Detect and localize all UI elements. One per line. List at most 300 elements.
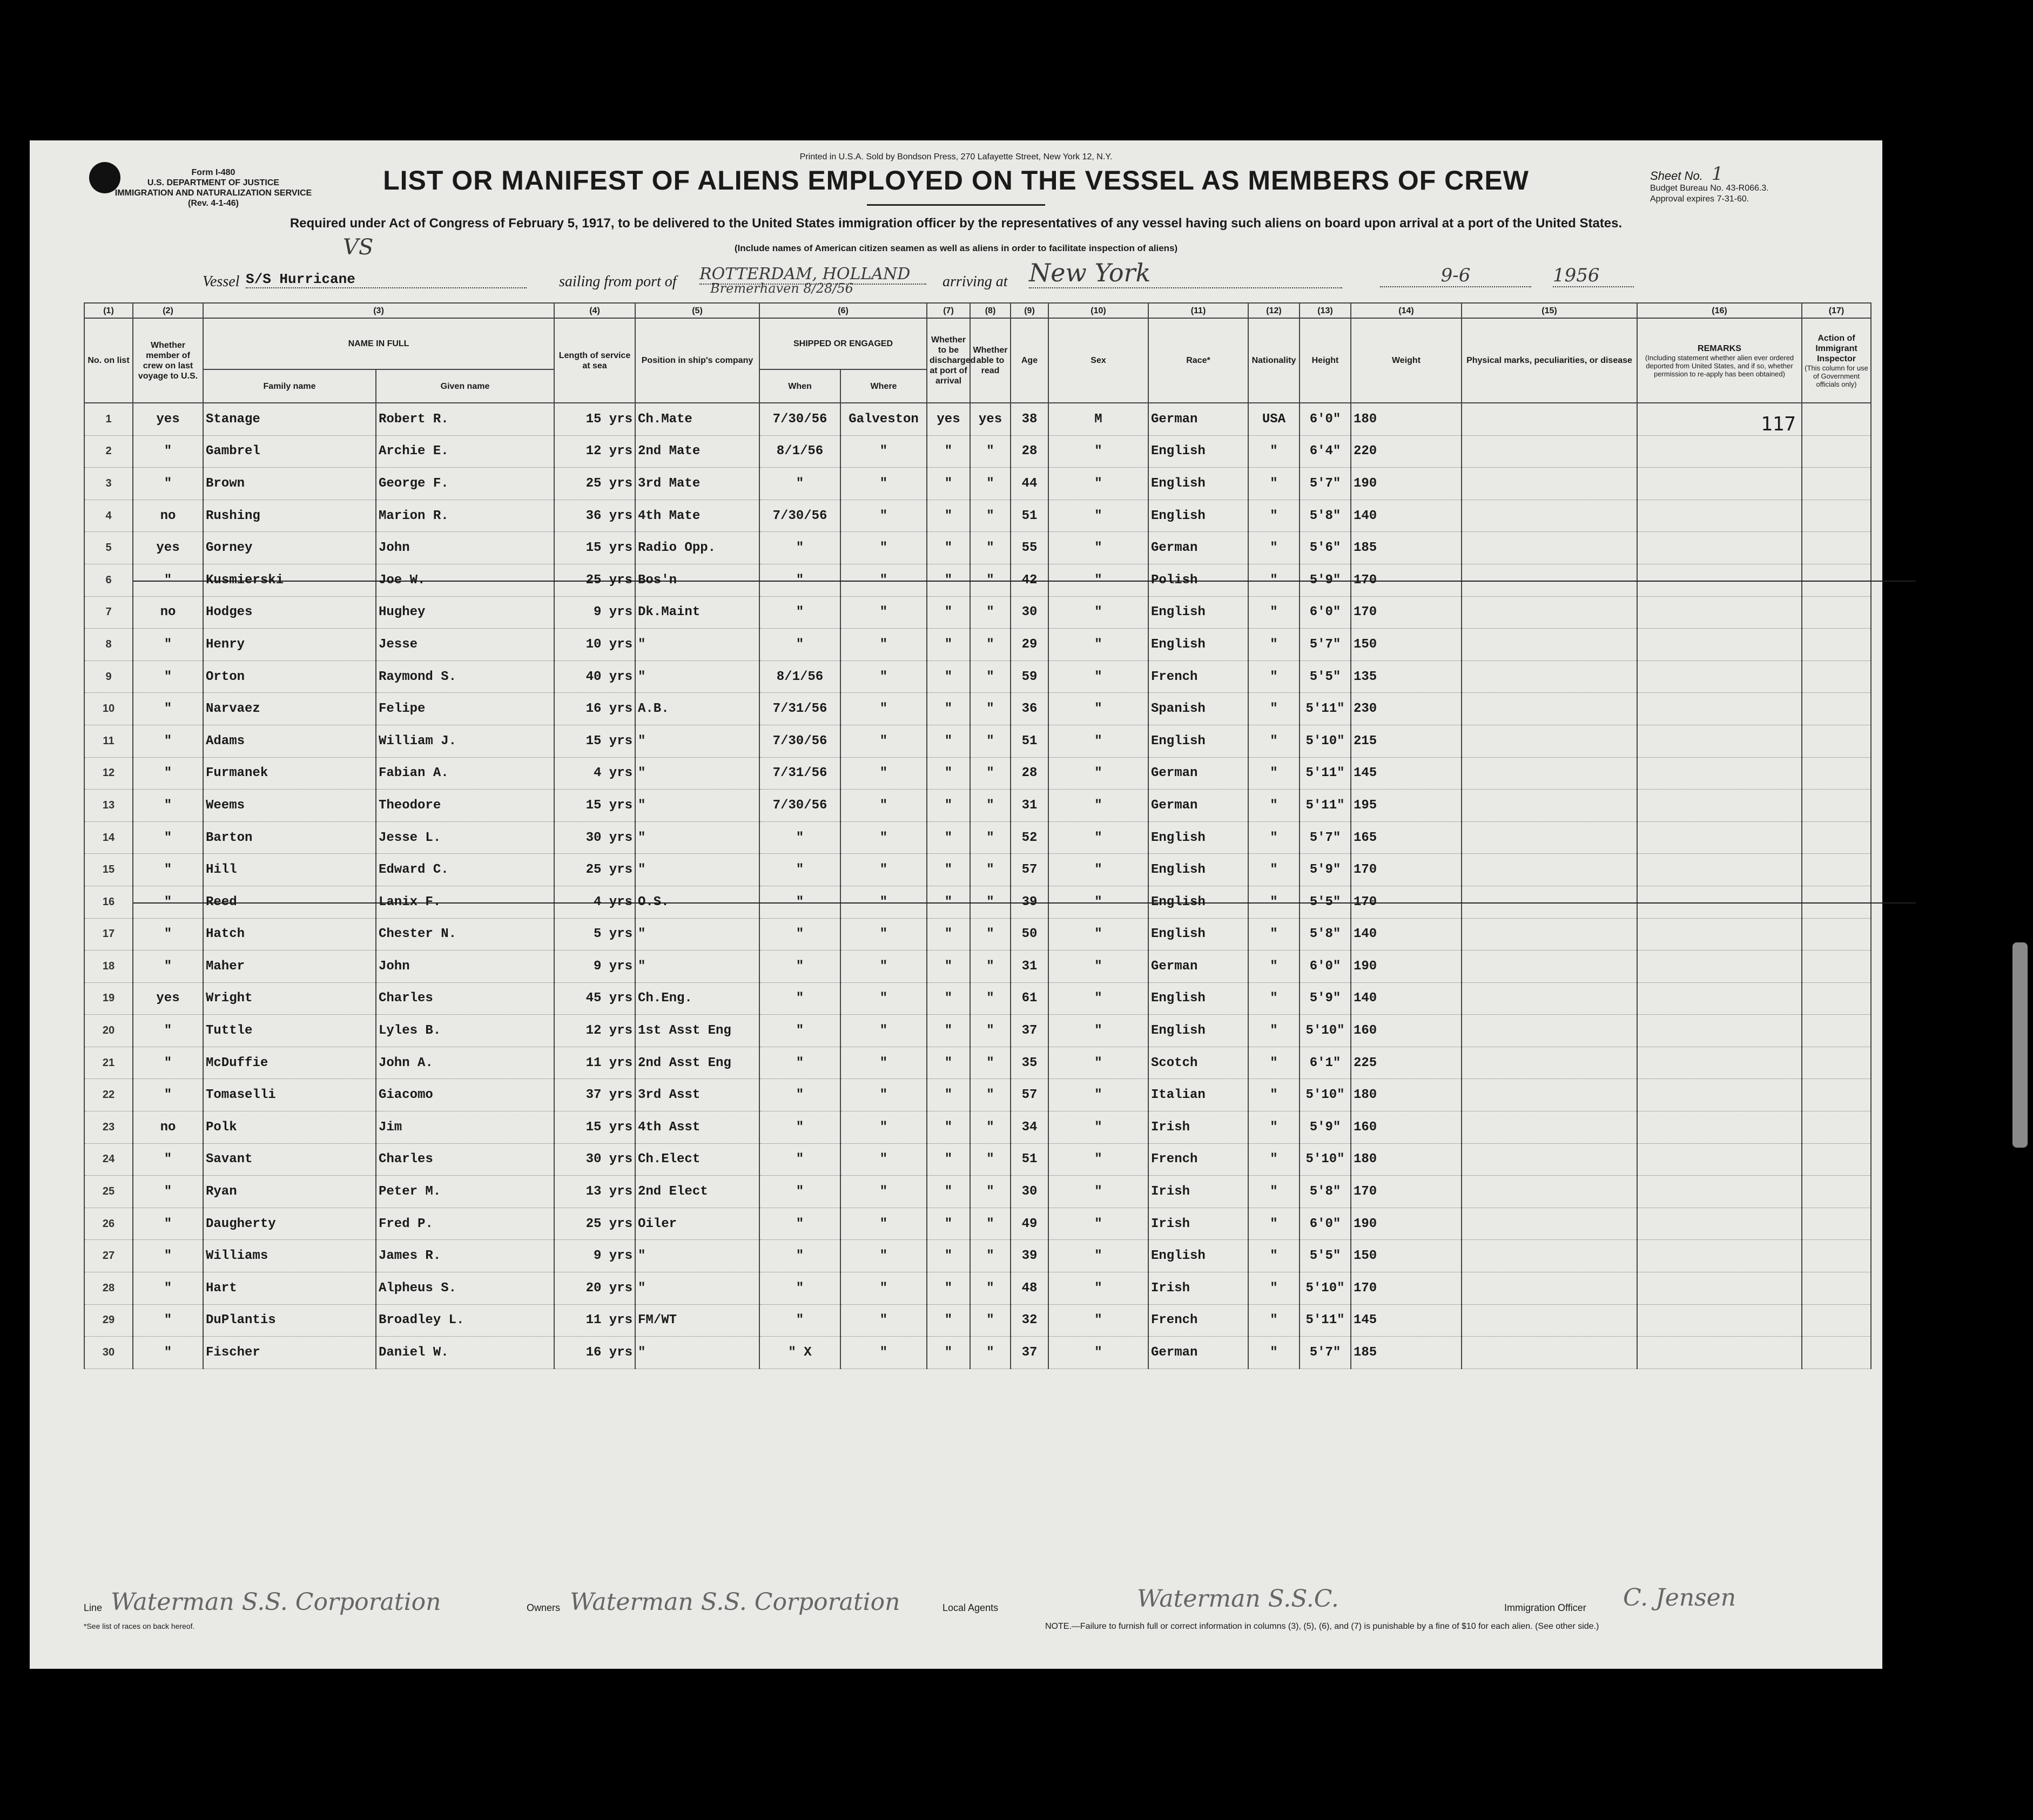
cell-given-name: Archie E. <box>376 435 554 468</box>
cell-able-to-read: " <box>970 1143 1011 1176</box>
cell-age: 34 <box>1011 1111 1048 1144</box>
cell-height: 6'0" <box>1300 596 1351 629</box>
cell-race: German <box>1148 403 1248 435</box>
cell-weight: 180 <box>1351 403 1462 435</box>
cell-remarks <box>1637 886 1802 918</box>
cell-sex: " <box>1048 660 1148 693</box>
cell-sex: " <box>1048 1272 1148 1305</box>
cell-race: German <box>1148 790 1248 822</box>
cell-able-to-read: " <box>970 725 1011 757</box>
cell-given-name: George F. <box>376 468 554 500</box>
races-note: *See list of races on back hereof. <box>84 1622 195 1630</box>
cell-race: English <box>1148 435 1248 468</box>
cell-race: English <box>1148 596 1248 629</box>
cell-remarks <box>1637 435 1802 468</box>
cell-sex: " <box>1048 725 1148 757</box>
cell-family-name: Maher <box>203 951 376 983</box>
cell-service-length: 15 yrs <box>554 1111 635 1144</box>
cell-race: English <box>1148 1240 1248 1272</box>
cell-able-to-read: " <box>970 596 1011 629</box>
cell-nationality: " <box>1248 821 1300 854</box>
cell-nationality: " <box>1248 982 1300 1015</box>
cell-family-name: Gorney <box>203 532 376 564</box>
cell-able-to-read: " <box>970 1111 1011 1144</box>
cell-given-name: Fred P. <box>376 1208 554 1240</box>
cell-shipped-when: " <box>759 564 840 596</box>
cell-physical-marks <box>1462 693 1637 725</box>
cell-inspector-action <box>1802 1304 1871 1337</box>
table-row <box>84 951 1871 983</box>
cell-prev-voyage: " <box>133 435 203 468</box>
cell-race: Polish <box>1148 564 1248 596</box>
cell-sex: M <box>1048 403 1148 435</box>
cell-age: 39 <box>1011 886 1048 918</box>
cell-prev-voyage: " <box>133 918 203 951</box>
cell-nationality: " <box>1248 532 1300 564</box>
cell-race: English <box>1148 629 1248 661</box>
table-row <box>84 1143 1871 1176</box>
cell-race: English <box>1148 854 1248 886</box>
title-rule <box>867 204 1045 206</box>
sheet-number-block: Sheet No. 1 Budget Bureau No. 43-R066.3. Approval expires 7-31-60. <box>1650 163 1769 204</box>
cell-sex: " <box>1048 1240 1148 1272</box>
cell-given-name: John <box>376 951 554 983</box>
cell-weight: 230 <box>1351 693 1462 725</box>
cell-given-name: John A. <box>376 1047 554 1079</box>
cell-sex: " <box>1048 1304 1148 1337</box>
cell-remarks <box>1637 757 1802 790</box>
cell-inspector-action <box>1802 500 1871 532</box>
cell-able-to-read: " <box>970 500 1011 532</box>
cell-physical-marks <box>1462 790 1637 822</box>
cell-weight: 160 <box>1351 1015 1462 1047</box>
table-row <box>84 1272 1871 1305</box>
cell-physical-marks <box>1462 1240 1637 1272</box>
cell-remarks <box>1637 1143 1802 1176</box>
cell-service-length: 10 yrs <box>554 629 635 661</box>
cell-sex: " <box>1048 532 1148 564</box>
cell-row-number: 5 <box>84 532 133 564</box>
cell-service-length: 13 yrs <box>554 1176 635 1208</box>
cell-nationality: " <box>1248 790 1300 822</box>
cell-physical-marks <box>1462 757 1637 790</box>
cell-inspector-action <box>1802 790 1871 822</box>
cell-row-number: 8 <box>84 629 133 661</box>
cell-weight: 170 <box>1351 886 1462 918</box>
cell-height: 5'7" <box>1300 821 1351 854</box>
cell-sex: " <box>1048 982 1148 1015</box>
cell-position: " <box>635 854 759 886</box>
cell-sex: " <box>1048 1111 1148 1144</box>
cell-position: A.B. <box>635 693 759 725</box>
table-row <box>84 1208 1871 1240</box>
include-note: (Include names of American citizen seamen as well as aliens in order to facilitate inspection of aliens) <box>734 243 1178 253</box>
cell-nationality: USA <box>1248 403 1300 435</box>
table-row <box>84 500 1871 532</box>
cell-shipped-when: " <box>759 1304 840 1337</box>
cell-weight: 170 <box>1351 1176 1462 1208</box>
printer-line: Printed in U.S.A. Sold by Bondson Press, 270 Lafayette Street, New York 12, N.Y. <box>799 152 1113 161</box>
page-title: LIST OR MANIFEST OF ALIENS EMPLOYED ON THE VESSEL AS MEMBERS OF CREW <box>383 165 1529 196</box>
cell-position: FM/WT <box>635 1304 759 1337</box>
cell-sex: " <box>1048 854 1148 886</box>
cell-race: Italian <box>1148 1079 1248 1111</box>
cell-nationality: " <box>1248 854 1300 886</box>
cell-able-to-read: " <box>970 1304 1011 1337</box>
cell-given-name: Charles <box>376 982 554 1015</box>
cell-age: 32 <box>1011 1304 1048 1337</box>
cell-nationality: " <box>1248 596 1300 629</box>
cell-shipped-when: " <box>759 1079 840 1111</box>
cell-shipped-where: " <box>840 1240 927 1272</box>
cell-shipped-when: " <box>759 1143 840 1176</box>
cell-service-length: 5 yrs <box>554 918 635 951</box>
cell-race: English <box>1148 821 1248 854</box>
cell-discharge: " <box>927 564 970 596</box>
cell-given-name: Raymond S. <box>376 660 554 693</box>
cell-given-name: Jim <box>376 1111 554 1144</box>
cell-race: German <box>1148 532 1248 564</box>
cell-race: English <box>1148 982 1248 1015</box>
table-row <box>84 757 1871 790</box>
owners-signature: Waterman S.S. Corporation <box>570 1588 900 1616</box>
cell-given-name: Joe W. <box>376 564 554 596</box>
cell-nationality: " <box>1248 1176 1300 1208</box>
cell-discharge: " <box>927 725 970 757</box>
cell-family-name: Narvaez <box>203 693 376 725</box>
cell-discharge: " <box>927 1240 970 1272</box>
cell-discharge: " <box>927 1272 970 1305</box>
cell-row-number: 26 <box>84 1208 133 1240</box>
cell-remarks <box>1637 500 1802 532</box>
cell-position: " <box>635 725 759 757</box>
col-sex-header: Sex <box>1048 318 1148 403</box>
cell-prev-voyage: " <box>133 854 203 886</box>
table-row <box>84 1111 1871 1144</box>
cell-discharge: " <box>927 1111 970 1144</box>
cell-service-length: 30 yrs <box>554 1143 635 1176</box>
cell-inspector-action <box>1802 1240 1871 1272</box>
cell-able-to-read: " <box>970 468 1011 500</box>
cell-nationality: " <box>1248 1111 1300 1144</box>
cell-inspector-action <box>1802 660 1871 693</box>
cell-inspector-action <box>1802 468 1871 500</box>
cell-able-to-read: " <box>970 660 1011 693</box>
cell-age: 39 <box>1011 1240 1048 1272</box>
cell-discharge: yes <box>927 403 970 435</box>
cell-age: 51 <box>1011 725 1048 757</box>
cell-sex: " <box>1048 1143 1148 1176</box>
table-row <box>84 468 1871 500</box>
cell-able-to-read: " <box>970 757 1011 790</box>
binder-clip <box>2012 942 2028 1148</box>
cell-shipped-when: " <box>759 1208 840 1240</box>
cell-weight: 185 <box>1351 532 1462 564</box>
cell-discharge: " <box>927 1047 970 1079</box>
cell-sex: " <box>1048 757 1148 790</box>
cell-age: 35 <box>1011 1047 1048 1079</box>
cell-nationality: " <box>1248 468 1300 500</box>
cell-given-name: Fabian A. <box>376 757 554 790</box>
cell-position: Ch.Mate <box>635 403 759 435</box>
table-row <box>84 790 1871 822</box>
cell-age: 59 <box>1011 660 1048 693</box>
cell-able-to-read: " <box>970 854 1011 886</box>
cell-shipped-where: " <box>840 1272 927 1305</box>
cell-given-name: William J. <box>376 725 554 757</box>
cell-age: 31 <box>1011 951 1048 983</box>
cell-prev-voyage: " <box>133 1176 203 1208</box>
cell-weight: 170 <box>1351 1272 1462 1305</box>
cell-sex: " <box>1048 951 1148 983</box>
cell-remarks <box>1637 1047 1802 1079</box>
crew-rows <box>84 403 1871 1369</box>
sheet-number: 1 <box>1711 163 1724 185</box>
agents-signature: Waterman S.S.C. <box>1137 1585 1339 1613</box>
col-read-header: Whether able to read <box>970 318 1011 403</box>
cell-remarks <box>1637 1337 1802 1369</box>
cell-inspector-action <box>1802 1047 1871 1079</box>
cell-weight: 225 <box>1351 1047 1462 1079</box>
cell-sex: " <box>1048 821 1148 854</box>
cell-sex: " <box>1048 468 1148 500</box>
cell-service-length: 11 yrs <box>554 1304 635 1337</box>
cell-position: " <box>635 629 759 661</box>
cell-prev-voyage: " <box>133 693 203 725</box>
cell-shipped-when: " <box>759 532 840 564</box>
cell-shipped-where: " <box>840 1111 927 1144</box>
cell-discharge: " <box>927 596 970 629</box>
table-row <box>84 821 1871 854</box>
cell-prev-voyage: no <box>133 596 203 629</box>
cell-position: O.S. <box>635 886 759 918</box>
cell-physical-marks <box>1462 1111 1637 1144</box>
cell-nationality: " <box>1248 1240 1300 1272</box>
cell-race: English <box>1148 500 1248 532</box>
cell-given-name: Lyles B. <box>376 1015 554 1047</box>
cell-given-name: John <box>376 532 554 564</box>
cell-physical-marks <box>1462 1079 1637 1111</box>
cell-sex: " <box>1048 1208 1148 1240</box>
cell-shipped-when: " <box>759 1272 840 1305</box>
cell-age: 51 <box>1011 1143 1048 1176</box>
cell-height: 5'5" <box>1300 1240 1351 1272</box>
cell-weight: 220 <box>1351 435 1462 468</box>
cell-weight: 135 <box>1351 660 1462 693</box>
cell-shipped-when: " <box>759 1240 840 1272</box>
cell-shipped-when: " <box>759 951 840 983</box>
cell-discharge: " <box>927 886 970 918</box>
cell-age: 51 <box>1011 500 1048 532</box>
col-position-header: Position in ship's company <box>635 318 759 403</box>
line-signature: Waterman S.S. Corporation <box>111 1588 441 1616</box>
cell-row-number: 20 <box>84 1015 133 1047</box>
cell-row-number: 24 <box>84 1143 133 1176</box>
cell-sex: " <box>1048 790 1148 822</box>
cell-row-number: 2 <box>84 435 133 468</box>
cell-given-name: Jesse <box>376 629 554 661</box>
cell-remarks <box>1637 725 1802 757</box>
cell-prev-voyage: " <box>133 1337 203 1369</box>
cell-family-name: Hart <box>203 1272 376 1305</box>
cell-family-name: Adams <box>203 725 376 757</box>
cell-position: " <box>635 1337 759 1369</box>
table-row <box>84 435 1871 468</box>
cell-weight: 150 <box>1351 1240 1462 1272</box>
cell-remarks <box>1637 1272 1802 1305</box>
cell-given-name: Felipe <box>376 693 554 725</box>
col-nationality-header: Nationality <box>1248 318 1300 403</box>
cell-height: 5'9" <box>1300 564 1351 596</box>
cell-service-length: 37 yrs <box>554 1079 635 1111</box>
cell-family-name: Rushing <box>203 500 376 532</box>
cell-weight: 170 <box>1351 564 1462 596</box>
cell-position: " <box>635 951 759 983</box>
cell-height: 6'0" <box>1300 403 1351 435</box>
col-given-header: Given name <box>376 369 554 403</box>
cell-discharge: " <box>927 854 970 886</box>
voyage-line: Vessel S/S Hurricane sailing from port of ROTTERDAM, HOLLAND Bremerhaven 8/28/56 arriving at New York 9-6 1956 <box>203 265 1877 297</box>
cell-inspector-action <box>1802 1079 1871 1111</box>
col-race-header: Race* <box>1148 318 1248 403</box>
cell-shipped-where: " <box>840 660 927 693</box>
cell-nationality: " <box>1248 918 1300 951</box>
cell-able-to-read: " <box>970 1176 1011 1208</box>
cell-height: 5'11" <box>1300 757 1351 790</box>
cell-nationality: " <box>1248 1304 1300 1337</box>
cell-given-name: Giacomo <box>376 1079 554 1111</box>
cell-nationality: " <box>1248 725 1300 757</box>
cell-age: 57 <box>1011 1079 1048 1111</box>
cell-age: 31 <box>1011 790 1048 822</box>
cell-position: " <box>635 918 759 951</box>
cell-inspector-action <box>1802 1208 1871 1240</box>
col-height-header: Height <box>1300 318 1351 403</box>
table-row <box>84 660 1871 693</box>
cell-sex: " <box>1048 886 1148 918</box>
table-row <box>84 403 1871 435</box>
cell-weight: 170 <box>1351 596 1462 629</box>
cell-position: Dk.Maint <box>635 596 759 629</box>
col-no-header: No. on list <box>84 318 133 403</box>
cell-shipped-where: " <box>840 918 927 951</box>
cell-nationality: " <box>1248 564 1300 596</box>
table-row <box>84 693 1871 725</box>
cell-shipped-where: " <box>840 757 927 790</box>
cell-physical-marks <box>1462 982 1637 1015</box>
cell-age: 48 <box>1011 1272 1048 1305</box>
cell-race: German <box>1148 757 1248 790</box>
cell-position: Ch.Eng. <box>635 982 759 1015</box>
arrival-port: New York <box>1029 258 1342 288</box>
col-family-header: Family name <box>203 369 376 403</box>
cell-given-name: Jesse L. <box>376 821 554 854</box>
table-row <box>84 1079 1871 1111</box>
cell-physical-marks <box>1462 1176 1637 1208</box>
cell-row-number: 22 <box>84 1079 133 1111</box>
cell-able-to-read: " <box>970 435 1011 468</box>
cell-row-number: 23 <box>84 1111 133 1144</box>
cell-inspector-action <box>1802 886 1871 918</box>
cell-sex: " <box>1048 564 1148 596</box>
cell-prev-voyage <box>133 564 203 596</box>
cell-shipped-where: " <box>840 951 927 983</box>
cell-row-number: 13 <box>84 790 133 822</box>
cell-shipped-where: " <box>840 435 927 468</box>
cell-position: " <box>635 790 759 822</box>
cell-height: 5'8" <box>1300 500 1351 532</box>
cell-prev-voyage: " <box>133 468 203 500</box>
cell-family-name: Henry <box>203 629 376 661</box>
cell-nationality: " <box>1248 886 1300 918</box>
cell-shipped-where: " <box>840 982 927 1015</box>
cell-age: 49 <box>1011 1208 1048 1240</box>
cell-remarks <box>1637 693 1802 725</box>
cell-row-number: 27 <box>84 1240 133 1272</box>
cell-shipped-where: " <box>840 1208 927 1240</box>
cell-prev-voyage: " <box>133 1272 203 1305</box>
cell-inspector-action <box>1802 854 1871 886</box>
cell-shipped-where: Galveston <box>840 403 927 435</box>
cell-sex: " <box>1048 596 1148 629</box>
cell-inspector-action <box>1802 693 1871 725</box>
cell-position: " <box>635 821 759 854</box>
cell-nationality: " <box>1248 1015 1300 1047</box>
cell-row-number: 21 <box>84 1047 133 1079</box>
cell-family-name: McDuffie <box>203 1047 376 1079</box>
arrival-date: 9-6 <box>1380 265 1531 287</box>
cell-family-name: Hill <box>203 854 376 886</box>
cell-given-name: James R. <box>376 1240 554 1272</box>
cell-discharge: " <box>927 468 970 500</box>
cell-height: 5'10" <box>1300 1272 1351 1305</box>
cell-row-number: 18 <box>84 951 133 983</box>
cell-inspector-action <box>1802 918 1871 951</box>
cell-weight: 180 <box>1351 1143 1462 1176</box>
cell-remarks <box>1637 532 1802 564</box>
cell-inspector-action <box>1802 403 1871 435</box>
table-row <box>84 1015 1871 1047</box>
cell-row-number: 28 <box>84 1272 133 1305</box>
cell-shipped-when: " <box>759 1015 840 1047</box>
cell-shipped-when: 7/30/56 <box>759 500 840 532</box>
cell-prev-voyage: yes <box>133 403 203 435</box>
cell-row-number: 9 <box>84 660 133 693</box>
cell-inspector-action <box>1802 757 1871 790</box>
cell-prev-voyage: " <box>133 790 203 822</box>
cell-family-name: Ryan <box>203 1176 376 1208</box>
cell-shipped-where: " <box>840 532 927 564</box>
cell-race: German <box>1148 1337 1248 1369</box>
cell-physical-marks <box>1462 951 1637 983</box>
cell-remarks <box>1637 982 1802 1015</box>
cell-position: 4th Asst <box>635 1111 759 1144</box>
cell-shipped-when: " <box>759 918 840 951</box>
arrival-year: 1956 <box>1553 265 1634 287</box>
cell-inspector-action <box>1802 1143 1871 1176</box>
cell-prev-voyage: yes <box>133 982 203 1015</box>
cell-prev-voyage: " <box>133 757 203 790</box>
cell-physical-marks <box>1462 725 1637 757</box>
cell-remarks <box>1637 1208 1802 1240</box>
cell-shipped-where: " <box>840 1079 927 1111</box>
cell-age: 44 <box>1011 468 1048 500</box>
cell-height: 5'10" <box>1300 1079 1351 1111</box>
cell-weight: 165 <box>1351 821 1462 854</box>
cell-physical-marks <box>1462 854 1637 886</box>
cell-family-name: Williams <box>203 1240 376 1272</box>
cell-service-length: 15 yrs <box>554 532 635 564</box>
